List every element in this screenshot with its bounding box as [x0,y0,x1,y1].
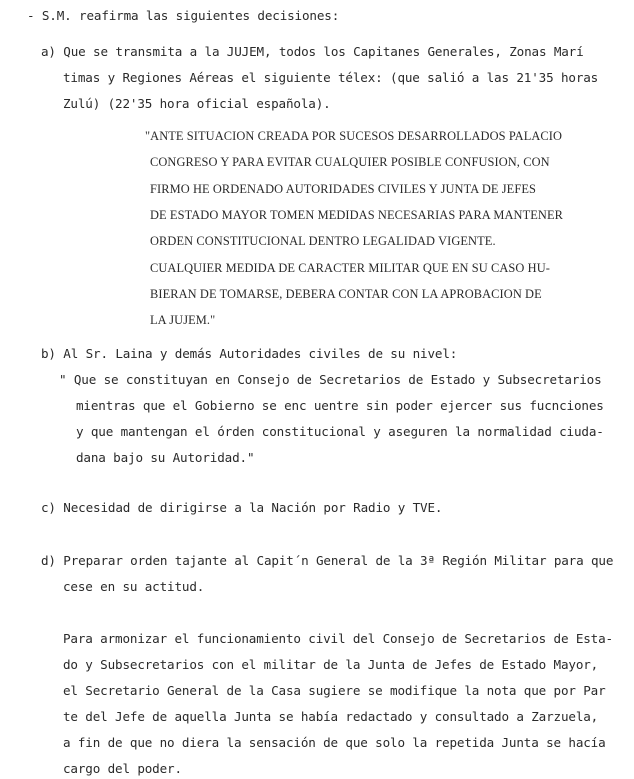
item-d-line: d) Preparar orden tajante al Capit´n General de la 3ª Región Militar para que [41,553,614,568]
item-c-line: c) Necesidad de dirigirse a la Nación por Radio y TVE. [41,500,443,515]
final-line: el Secretario General de la Casa sugiere se modifique la nota que por Par [63,683,606,698]
item-d-line: cese en su actitud. [63,579,205,594]
item-b-line: y que mantengan el órden constitucional y aseguren la normalidad ciuda- [76,424,604,439]
final-line: a fin de que no diera la sensación de que solo la repetida Junta se hacía [63,735,606,750]
item-a-line: a) Que se transmita a la JUJEM, todos los Capitanes Generales, Zonas Marí [41,44,584,59]
telex-line: DE ESTADO MAYOR TOMEN MEDIDAS NECESARIAS PARA MANTENER [150,208,563,222]
telex-line: BIERAN DE TOMARSE, DEBERA CONTAR CON LA APROBACION DE [150,287,542,301]
telex-line: ORDEN CONSTITUCIONAL DENTRO LEGALIDAD VIGENTE. [150,234,496,248]
item-b-line: " Que se constituyan en Consejo de Secretarios de Estado y Subsecretarios [59,372,602,387]
final-line: Para armonizar el funcionamiento civil del Consejo de Secretarios de Esta- [63,631,613,646]
final-line: te del Jefe de aquella Junta se había redactado y consultado a Zarzuela, [63,709,599,724]
telex-line: FIRMO HE ORDENADO AUTORIDADES CIVILES Y JUNTA DE JEFES [150,182,537,196]
telex-line: CUALQUIER MEDIDA DE CARACTER MILITAR QUE EN SU CASO HU- [150,261,550,275]
item-b-line: dana bajo su Autoridad." [76,450,255,465]
item-b-line: mientras que el Gobierno se enc uentre sin poder ejercer sus fucnciones [76,398,604,413]
telex-line: LA JUJEM." [150,313,216,327]
item-b-line: b) Al Sr. Laina y demás Autoridades civiles de su nivel: [41,346,458,361]
intro-line: - S.M. reafirma las siguientes decisiones: [27,8,340,23]
telex-line: "ANTE SITUACION CREADA POR SUCESOS DESARROLLADOS PALACIO [145,129,563,143]
telex-line: CONGRESO Y PARA EVITAR CUALQUIER POSIBLE CONFUSION, CON [150,155,550,169]
final-line: cargo del poder. [63,761,182,776]
final-line: do y Subsecretarios con el militar de la Junta de Jefes de Estado Mayor, [63,657,599,672]
item-a-line: Zulú) (22'35 hora oficial española). [63,96,331,111]
item-a-line: timas y Regiones Aéreas el siguiente télex: (que salió a las 21'35 horas [63,70,599,85]
